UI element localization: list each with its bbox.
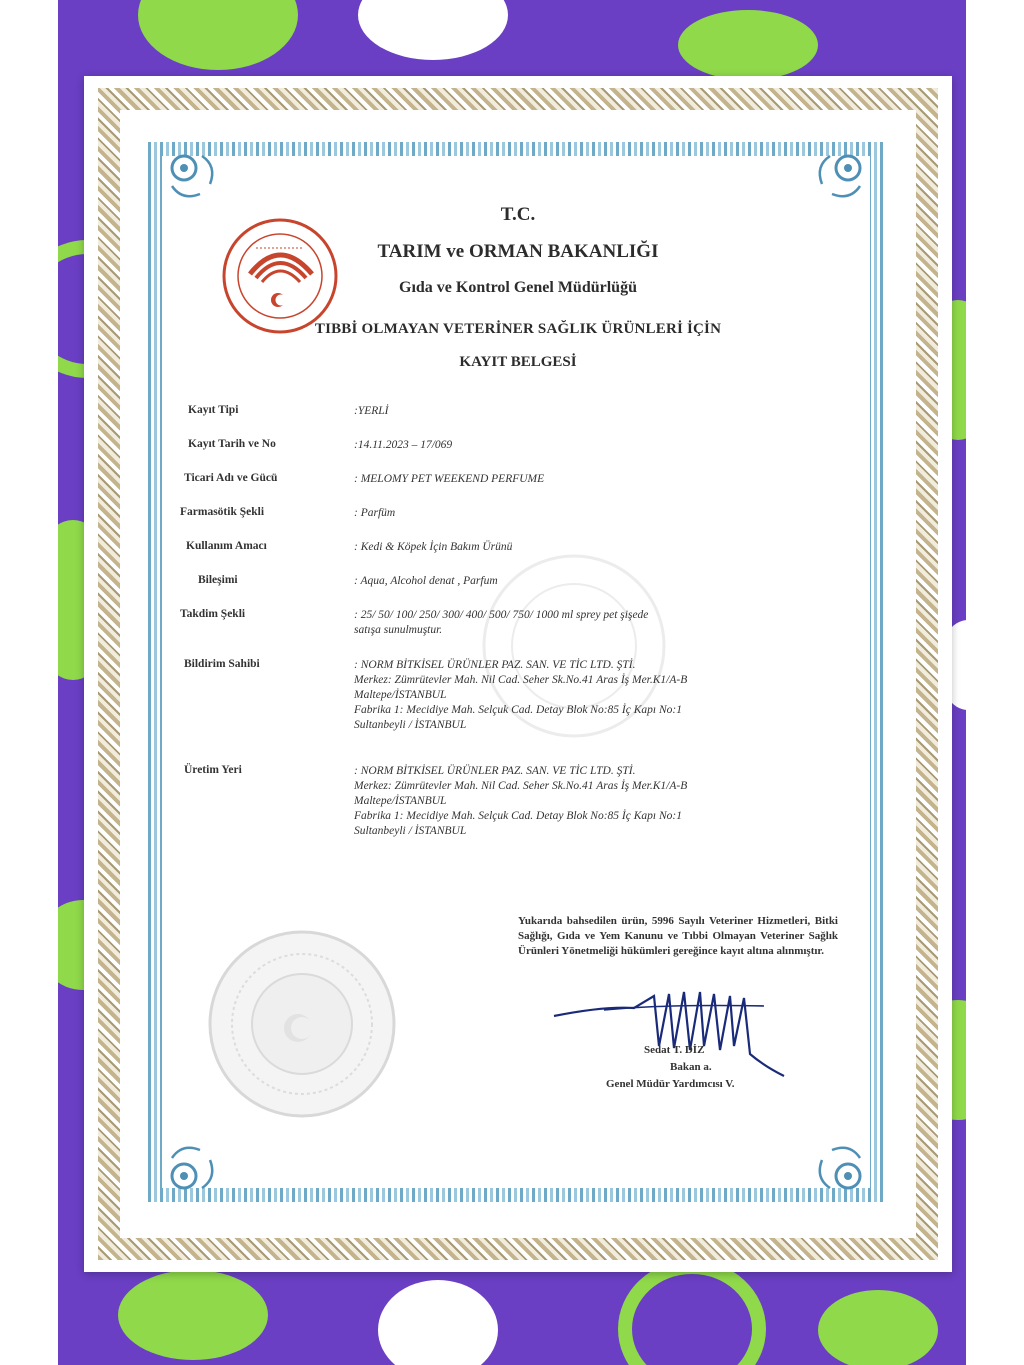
corner-ornament-icon: [800, 1128, 870, 1198]
field-label: Ticari Adı ve Gücü: [184, 472, 278, 484]
header-ministry: TARIM ve ORMAN BAKANLIĞI: [377, 241, 659, 262]
field-label: Bildirim Sahibi: [184, 658, 260, 670]
field-label: Üretim Yeri: [184, 764, 242, 776]
field-value: : NORM BİTKİSEL ÜRÜNLER PAZ. SAN. VE TİC LTD. ŞTİ. Merkez: Zümrütevler Mah. Nil Cad. Seher Sk.No.41 Aras İş Mer.K1/A-B Maltepe/İSTANBUL Fabrika 1: Mecidiye Mah. Selçuk Cad. Detay Blok No:85 İç Kapı No:1 Sultanbeyli / İSTANBUL: [354, 659, 688, 731]
field-label: Kayıt Tipi: [188, 404, 239, 416]
signer-role: Bakan a.: [670, 1061, 712, 1073]
closing-statement: Yukarıda bahsedilen ürün, 5996 Sayılı Veteriner Hizmetleri, Bitki Sağlığı, Gıda ve Yem Kanunu ve Tıbbi Olmayan Veteriner Sağlık Ürünleri Yönetmeliği hükümleri gereğince kayıt altına alınmıştır.: [518, 915, 838, 957]
signer-title: Genel Müdür Yardımcısı V.: [606, 1078, 735, 1090]
field-value: : 25/ 50/ 100/ 250/ 300/ 400/ 500/ 750/ 1000 ml sprey pet şişede satışa sunulmuştur.: [354, 609, 649, 636]
field-value: : Kedi & Köpek İçin Bakım Ürünü: [354, 541, 513, 553]
signer-name: Sedat T. DİZ: [644, 1044, 705, 1056]
header-document-type: TIBBİ OLMAYAN VETERİNER SAĞLIK ÜRÜNLERİ İÇİN: [314, 321, 722, 337]
field-value: : Aqua, Alcohol denat , Parfum: [354, 575, 498, 587]
field-value: :YERLİ: [354, 405, 389, 417]
header-directorate: Gıda ve Kontrol Genel Müdürlüğü: [399, 279, 637, 296]
field-value: : MELOMY PET WEEKEND PERFUME: [354, 473, 545, 485]
field-label: Kullanım Amacı: [186, 540, 267, 552]
header-line-1: T.C.: [500, 204, 536, 225]
field-value: :14.11.2023 – 17/069: [354, 439, 453, 451]
header-document-title: KAYIT BELGESİ: [459, 354, 577, 370]
field-label: Takdim Şekli: [180, 608, 246, 620]
ministry-seal-logo: [220, 216, 340, 336]
field-label: Bileşimi: [198, 574, 238, 586]
field-label: Kayıt Tarih ve No: [188, 438, 276, 450]
embossed-seal-icon: [202, 924, 402, 1124]
corner-ornament-icon: [162, 1128, 232, 1198]
certificate-document: [84, 76, 952, 1272]
field-value: : NORM BİTKİSEL ÜRÜNLER PAZ. SAN. VE TİC LTD. ŞTİ. Merkez: Zümrütevler Mah. Nil Cad. Seher Sk.No.41 Aras İş Mer.K1/A-B Maltepe/İSTANBUL Fabrika 1: Mecidiye Mah. Selçuk Cad. Detay Blok No:85 İç Kapı No:1 Sultanbeyli / İSTANBUL: [354, 765, 688, 837]
field-label: Farmasötik Şekli: [180, 506, 265, 518]
field-value: : Parfüm: [354, 507, 396, 519]
